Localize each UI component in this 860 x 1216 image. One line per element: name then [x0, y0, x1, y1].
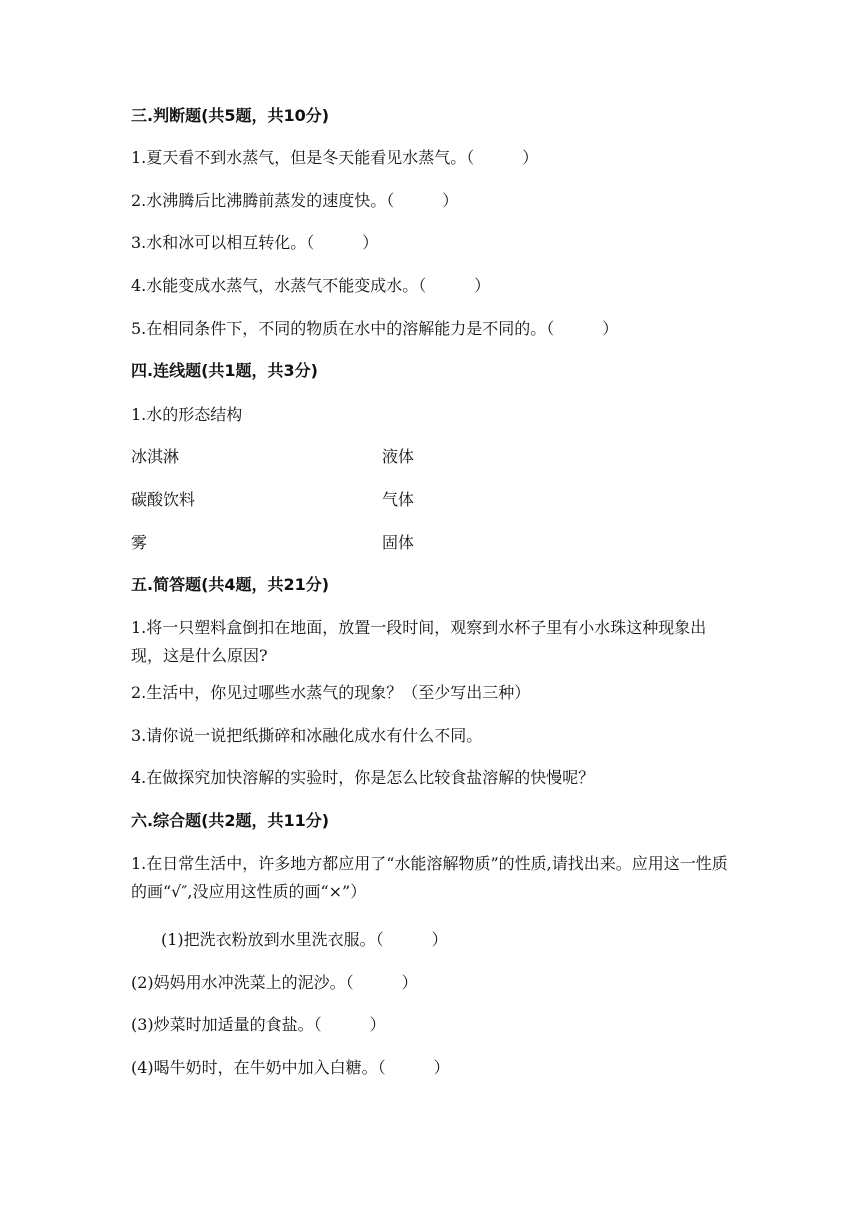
match-left-item: 雾 [131, 533, 148, 552]
question-item: 4.水能变成水蒸气，水蒸气不能变成水。（ ） [131, 276, 491, 295]
question-item: 3.请你说一说把纸撕碎和冰融化成水有什么不同。 [131, 726, 483, 745]
question-item: 1.在日常生活中，许多地方都应用了“水能溶解物质”的性质,请找出来。应用这一性质的画“√″,没应用这性质的画“×”） [131, 854, 728, 901]
sub-question-item: (4)喝牛奶时，在牛奶中加入白糖。（ ） [131, 1058, 450, 1077]
question-item: 2.水沸腾后比沸腾前蒸发的速度快。（ ） [131, 191, 459, 210]
match-right-item: 固体 [382, 533, 415, 552]
question-item: 5.在相同条件下，不同的物质在水中的溶解能力是不同的。（ ） [131, 319, 619, 338]
sub-question-item: (1)把洗衣粉放到水里洗衣服。（ ） [161, 930, 448, 949]
section-heading-short-answer: 五.简答题(共4题，共21分) [131, 575, 330, 594]
question-item: 4.在做探究加快溶解的实验时，你是怎么比较食盐溶解的快慢呢？ [131, 768, 595, 787]
match-left-item: 冰淇淋 [131, 447, 180, 466]
question-item: 3.水和冰可以相互转化。（ ） [131, 233, 379, 252]
question-item: 1.夏天看不到水蒸气，但是冬天能看见水蒸气。（ ） [131, 148, 539, 167]
question-item: 2.生活中，你见过哪些水蒸气的现象？（至少写出三种） [131, 683, 531, 702]
match-right-item: 液体 [382, 447, 415, 466]
section-heading-judgement: 三.判断题(共5题，共10分) [131, 106, 330, 125]
question-item: 1.水的形态结构 [131, 405, 243, 424]
match-right-item: 气体 [382, 490, 415, 509]
section-heading-comprehensive: 六.综合题(共2题，共11分) [131, 811, 330, 830]
section-heading-matching: 四.连线题(共1题，共3分) [131, 361, 318, 380]
question-item: 1.将一只塑料盒倒扣在地面，放置一段时间，观察到水杯子里有小水珠这种现象出现，这是什么原因? [131, 618, 707, 665]
sub-question-item: (3)炒菜时加适量的食盐。（ ） [131, 1015, 386, 1034]
sub-question-item: (2)妈妈用水冲洗菜上的泥沙。（ ） [131, 973, 418, 992]
match-left-item: 碳酸饮料 [131, 490, 196, 509]
